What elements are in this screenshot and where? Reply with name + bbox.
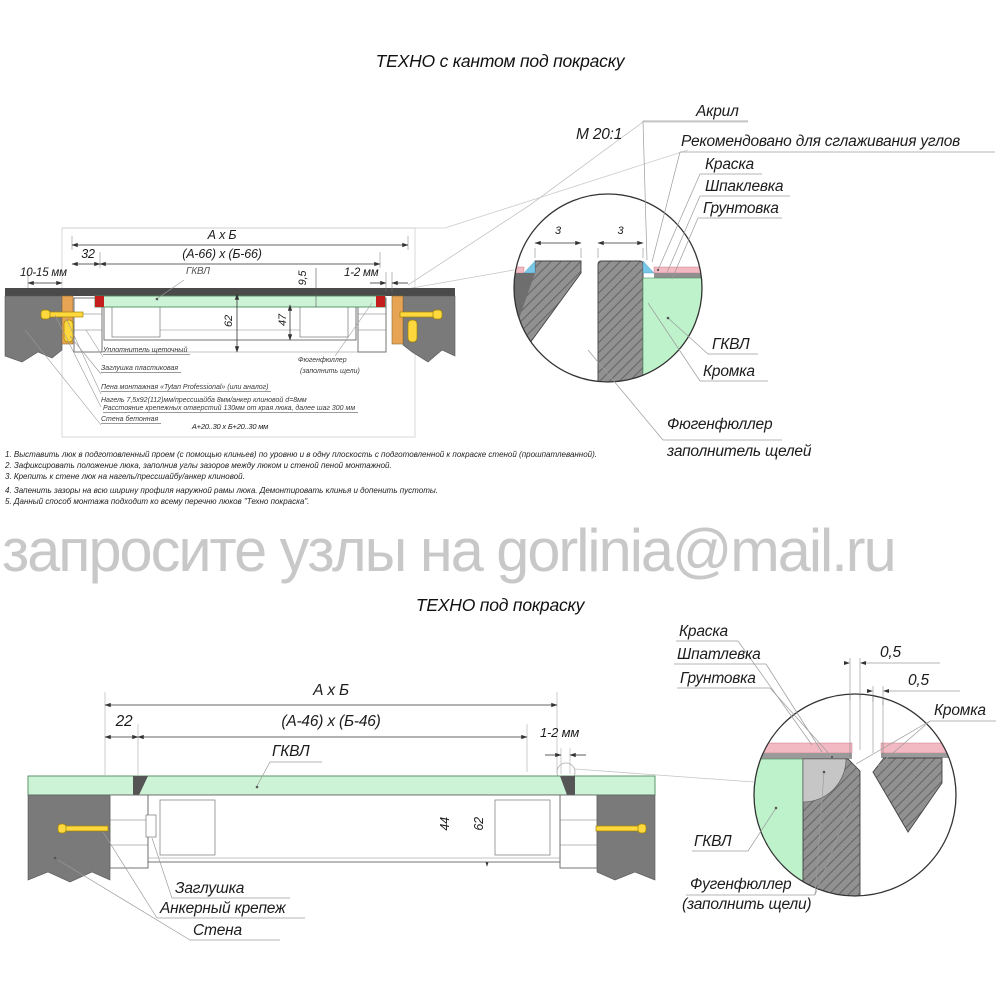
note-2: 2. Зафиксировать положение люка, заполнив углы зазоров между люком и стеной пеной монтажной. — [5, 461, 392, 470]
dim-inner-top: (А-66) х (Б-66) — [182, 247, 262, 261]
ann-nagel: Нагель 7,5х92(112)мм/прессшайба 8мм/анкер клиновой d=8мм — [101, 397, 307, 404]
label-shpaklevka: Шпаклевка — [705, 178, 784, 195]
label-gkvl-top: ГКВЛ — [186, 266, 210, 277]
gkvl-panel — [95, 296, 385, 307]
edge-band-right — [376, 296, 385, 307]
wall-left-bottom — [28, 795, 110, 882]
frame-profile-right-bottom — [560, 795, 597, 868]
edge-band-left — [95, 296, 104, 307]
batten-right — [392, 296, 403, 344]
label-fugen-top-2: заполнитель щелей — [667, 443, 812, 460]
dim-47: 47 — [276, 314, 289, 326]
top-title: ТЕХНО с кантом под покраску — [375, 51, 625, 71]
detail-putty-layer — [654, 273, 706, 278]
label-gkvl-detail-top: ГКВЛ — [712, 336, 750, 353]
ann-uplotnitel: Уплотнитель щеточный — [103, 347, 190, 355]
label-akril: Акрил — [696, 103, 739, 120]
bottom-title: ТЕХНО под покраску — [415, 595, 585, 615]
ann-fugen-2: (заполнить щели) — [300, 368, 360, 375]
dim-0-5-a: 0,5 — [880, 644, 901, 661]
dim-22: 22 — [115, 713, 133, 730]
wall-right-bottom — [597, 795, 655, 880]
label-kraska-bottom: Краска — [679, 623, 728, 640]
label-kromka-bottom: Кромка — [934, 702, 986, 719]
note-5: 5. Данный способ монтажа подходит ко всему перечню люков "Техно покраска". — [5, 497, 310, 506]
watermark: запросите узлы на gorlinia@mail.ru — [2, 517, 895, 584]
ann-rasstoyanie: Расстояние крепежных отверстий 130мм от края люка, далее шаг 300 мм — [103, 405, 358, 413]
gkvl-strip — [28, 776, 655, 795]
label-gkvl-bottom: ГКВЛ — [272, 743, 310, 760]
label-rekomendovano: Рекомендовано для сглаживания углов — [681, 133, 961, 150]
dim-1-2-top: 1-2 мм — [344, 267, 379, 279]
dim-inner-bottom: (А-46) х (Б-46) — [281, 713, 381, 730]
ann-pena: Пена монтажная «Tytan Professional» (или аналог) — [101, 384, 271, 392]
detail-paint-layer-right — [654, 267, 706, 273]
label-gruntovka-top: Грунтовка — [703, 200, 779, 217]
detail2-putty-left — [753, 753, 852, 759]
label-kraska-top: Краска — [705, 156, 754, 173]
note-3: 3. Крепить к стене люк на нагель/прессшайбу/анкер клиновой. — [5, 472, 245, 481]
label-gkvl-detail-bottom: ГКВЛ — [694, 833, 732, 850]
dim-3-left: 3 — [555, 225, 561, 237]
ann-stena: Стена бетонная — [101, 416, 161, 424]
ann-zaglushka: Заглушка пластиковая — [101, 365, 181, 373]
dim-1-2-bottom: 1-2 мм — [540, 725, 580, 740]
label-anker: Анкерный крепеж — [160, 900, 286, 917]
label-kromka-top: Кромка — [703, 363, 755, 380]
dim-opening: А+20..30 х Б+20..30 мм — [191, 422, 269, 431]
plug-cap — [146, 815, 156, 837]
dim-32: 32 — [81, 247, 95, 261]
label-gruntovka-bottom: Грунтовка — [680, 670, 756, 687]
label-fugen-top-1: Фюгенфюллер — [667, 416, 773, 433]
label-fugen-bottom-2: (заполнить щели) — [682, 896, 812, 913]
dim-62-top: 62 — [222, 315, 235, 327]
note-4: 4. Запенить зазоры на всю ширину профиля наружной рамы люка. Демонтировать клинья и допенить пустоты. — [5, 486, 438, 495]
label-fugen-bottom-1: Фугенфюллер — [690, 876, 792, 893]
detail-leaf-gkvl — [598, 261, 643, 385]
dim-9-5: 9,5 — [296, 270, 309, 286]
dim-44: 44 — [438, 817, 453, 831]
wall-left — [5, 296, 62, 362]
dim-10-15: 10-15 мм — [20, 267, 67, 279]
label-zaglushka: Заглушка — [175, 880, 245, 897]
frame-profile-left-bottom — [110, 795, 148, 868]
label-shpatlevka: Шпатлевка — [677, 646, 761, 663]
label-stena: Стена — [193, 922, 242, 939]
finished-surface-strip — [5, 288, 455, 296]
detail2-putty-right — [881, 753, 966, 758]
detail2-paint-right — [881, 743, 966, 753]
dim-axb-bottom: А х Б — [313, 682, 349, 699]
dim-62-bottom: 62 — [472, 817, 487, 831]
dim-3-right: 3 — [617, 225, 624, 237]
ann-fugen-1: Фюгенфюллер — [298, 357, 347, 364]
dim-axb-top: А х Б — [207, 228, 237, 242]
scale-label: М 20:1 — [576, 126, 623, 143]
dim-0-5-b: 0,5 — [908, 672, 929, 689]
note-1: 1. Выставить люк в подготовленный проем (с помощью клиньев) по уровню и в одну плоскость с подготовленной к покраске стеной (прошпатлеванной). — [5, 450, 597, 459]
